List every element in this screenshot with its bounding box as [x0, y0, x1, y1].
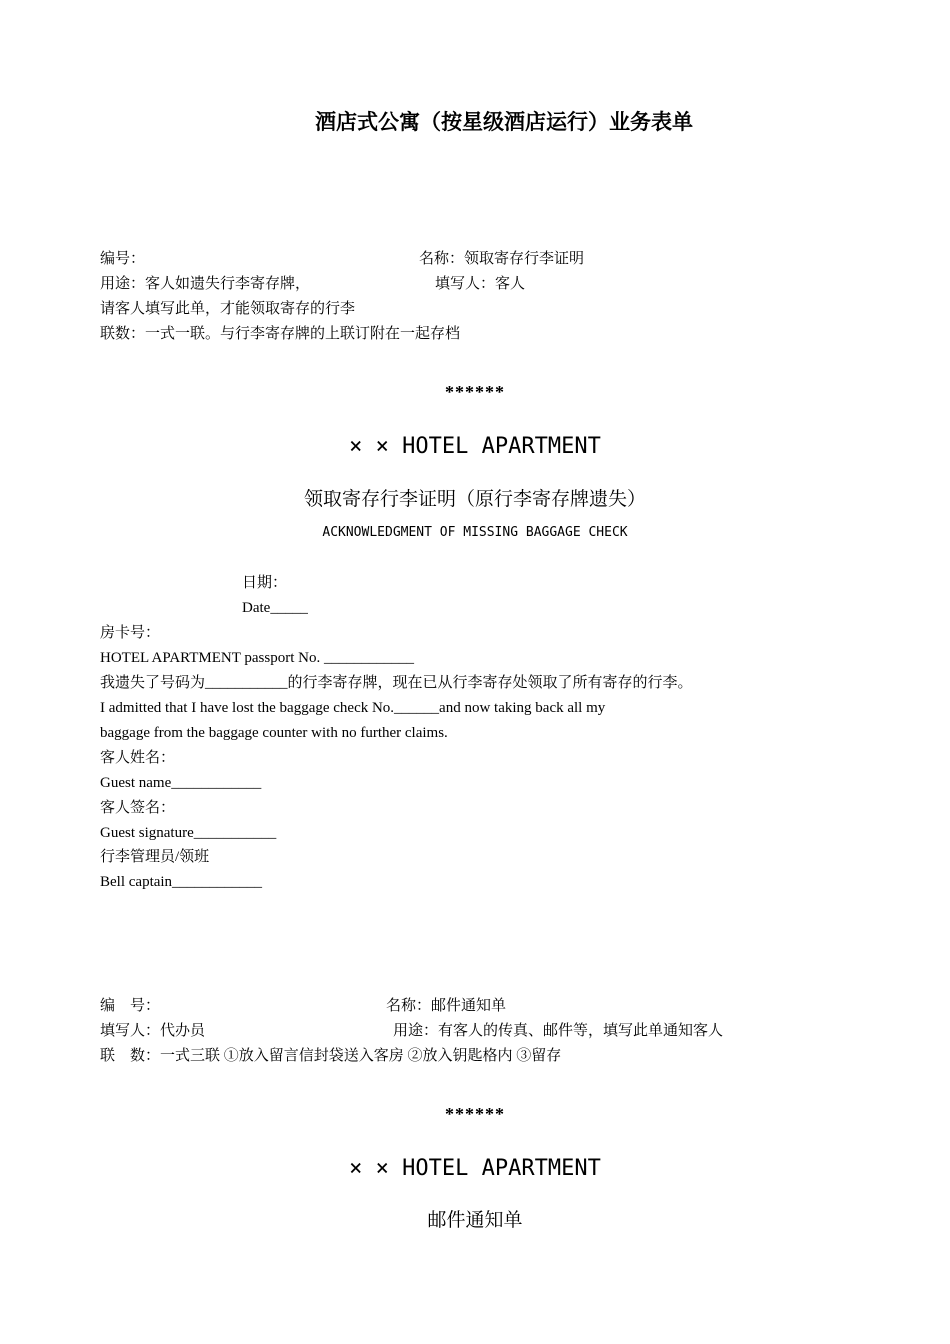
- form1-date-cn: 日期：: [242, 575, 288, 591]
- form2-hotel-name: × × HOTEL APARTMENT: [349, 1156, 601, 1181]
- form1-number-label: 编号：: [100, 251, 146, 267]
- form1-name-label: 名称：领取寄存行李证明: [419, 251, 585, 267]
- form1-room-card-cn: 房卡号：: [100, 625, 161, 641]
- form2-number-label: 编 号：: [100, 998, 161, 1014]
- form1-bell-captain-en: Bell captain____________: [100, 874, 263, 890]
- form1-separator-stars: ******: [445, 382, 505, 402]
- form1-subtitle-cn: 领取寄存行李证明（原行李寄存牌遗失）: [303, 488, 646, 510]
- form2-usage: 用途：有客人的传真、邮件等，填写此单通知客人: [393, 1023, 724, 1039]
- form2-name-label: 名称：邮件通知单: [386, 998, 507, 1014]
- form1-statement-cn: 我遗失了号码为___________的行李寄存牌，现在已从行李寄存处领取了所有寄存的行李。: [100, 675, 693, 691]
- form1-usage-line1: 用途：客人如遗失行李寄存牌，: [100, 276, 311, 292]
- form1-guest-name-cn: 客人姓名：: [100, 750, 176, 766]
- form1-statement-en-1: I admitted that I have lost the baggage check No.______and now taking back all my: [100, 700, 606, 716]
- document-title: 酒店式公寓（按星级酒店运行）业务表单: [315, 110, 693, 134]
- form2-subtitle-cn: 邮件通知单: [427, 1209, 523, 1231]
- form1-copies: 联数：一式一联。与行李寄存牌的上联订附在一起存档: [100, 326, 461, 342]
- form2-separator-stars: ******: [445, 1104, 505, 1124]
- form1-guest-signature-cn: 客人签名：: [100, 800, 176, 816]
- form2-filler-label: 填写人：代办员: [100, 1023, 206, 1039]
- form1-date-en: Date_____: [242, 600, 308, 616]
- form1-subtitle-en: ACKNOWLEDGMENT OF MISSING BAGGAGE CHECK: [322, 525, 628, 540]
- form1-passport-en: HOTEL APARTMENT passport No. ____________: [100, 650, 414, 666]
- form1-filler-label: 填写人：客人: [435, 276, 526, 292]
- form1-bell-captain-cn: 行李管理员/领班: [100, 849, 210, 865]
- form1-hotel-name: × × HOTEL APARTMENT: [349, 434, 601, 459]
- form1-guest-name-en: Guest name____________: [100, 775, 262, 791]
- form1-usage-line2: 请客人填写此单，才能领取寄存的行李: [100, 301, 356, 317]
- form2-copies: 联 数：一式三联 ①放入留言信封袋送入客房 ②放入钥匙格内 ③留存: [100, 1048, 562, 1064]
- form1-guest-signature-en: Guest signature___________: [100, 825, 277, 841]
- form1-statement-en-2: baggage from the baggage counter with no further claims.: [100, 725, 448, 741]
